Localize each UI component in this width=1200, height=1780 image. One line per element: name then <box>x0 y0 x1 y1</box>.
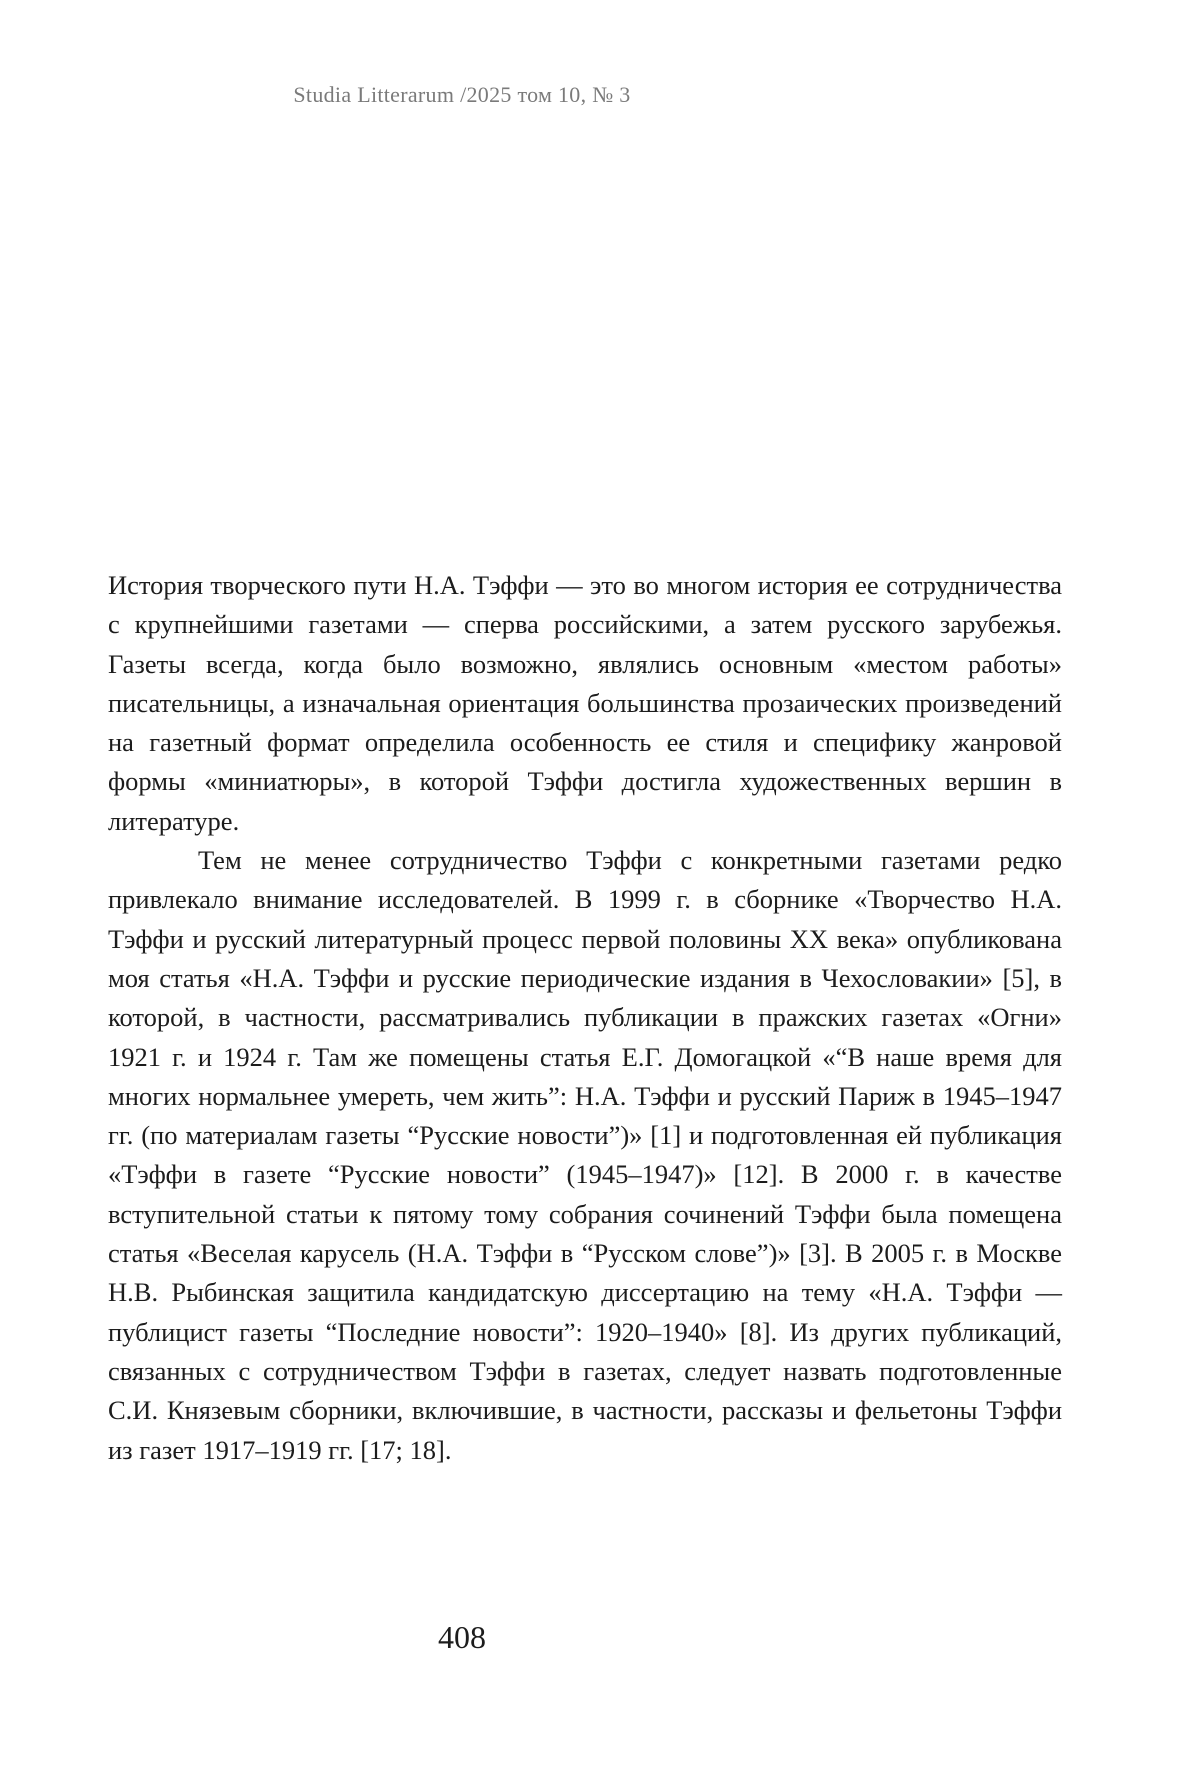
article-body <box>108 566 1062 1470</box>
page-number: 408 <box>438 1619 486 1655</box>
running-header: Studia Litterarum /2025 том 10, № 3 <box>293 82 631 107</box>
paragraph-intro: История творческого пути Н.А. Тэффи — это во многом история ее сотрудничества с крупнейшими газетами — сперва российскими, а затем русского зарубежья. Газеты всегда, когда было возможно, являлись основным «местом работы» писательницы, а изначальная ориентация большинства прозаических произведений на газетный формат определила особенность ее стиля и специфику жанровой формы «миниатюры», в которой Тэффи достигла художественных вершин в литературе. <box>108 570 1062 836</box>
paragraph-literature-review: Тем не менее сотрудничество Тэффи с конкретными газетами редко привлекало внимание исследователей. В 1999 г. в сборнике «Творчество Н.А. Тэффи и русский литературный процесс первой половины XX века» опубликована моя статья «Н.А. Тэффи и русские периодические издания в Чехословакии» [5], в которой, в частности, рассматривались публикации в пражских газетах «Огни» 1921 г. и 1924 г. Там же помещены статья Е.Г. Домогацкой «“В наше время для многих нормальнее умереть, чем жить”: Н.А. Тэффи и русский Париж в 1945–1947 гг. (по материалам газеты “Русские новости”)» [1] и подготовленная ей публикация «Тэффи в газете “Русские новости” (1945–1947)» [12]. В 2000 г. в качестве вступительной статьи к пятому тому собрания сочинений Тэффи была помещена статья «Веселая карусель (Н.А. Тэффи в “Русском слове”)» [3]. В 2005 г. в Москве Н.В. Рыбинская защитила кандидатскую диссертацию на тему «Н.А. Тэффи — публицист газеты “Последние новости”: 1920–1940» [8]. Из других публикаций, связанных с сотрудничеством Тэффи в газетах, следует назвать подготовленные С.И. Князевым сборники, включившие, в частности, рассказы и фельетоны Тэффи из газет 1917–1919 гг. [17; 18]. <box>108 845 1062 1465</box>
